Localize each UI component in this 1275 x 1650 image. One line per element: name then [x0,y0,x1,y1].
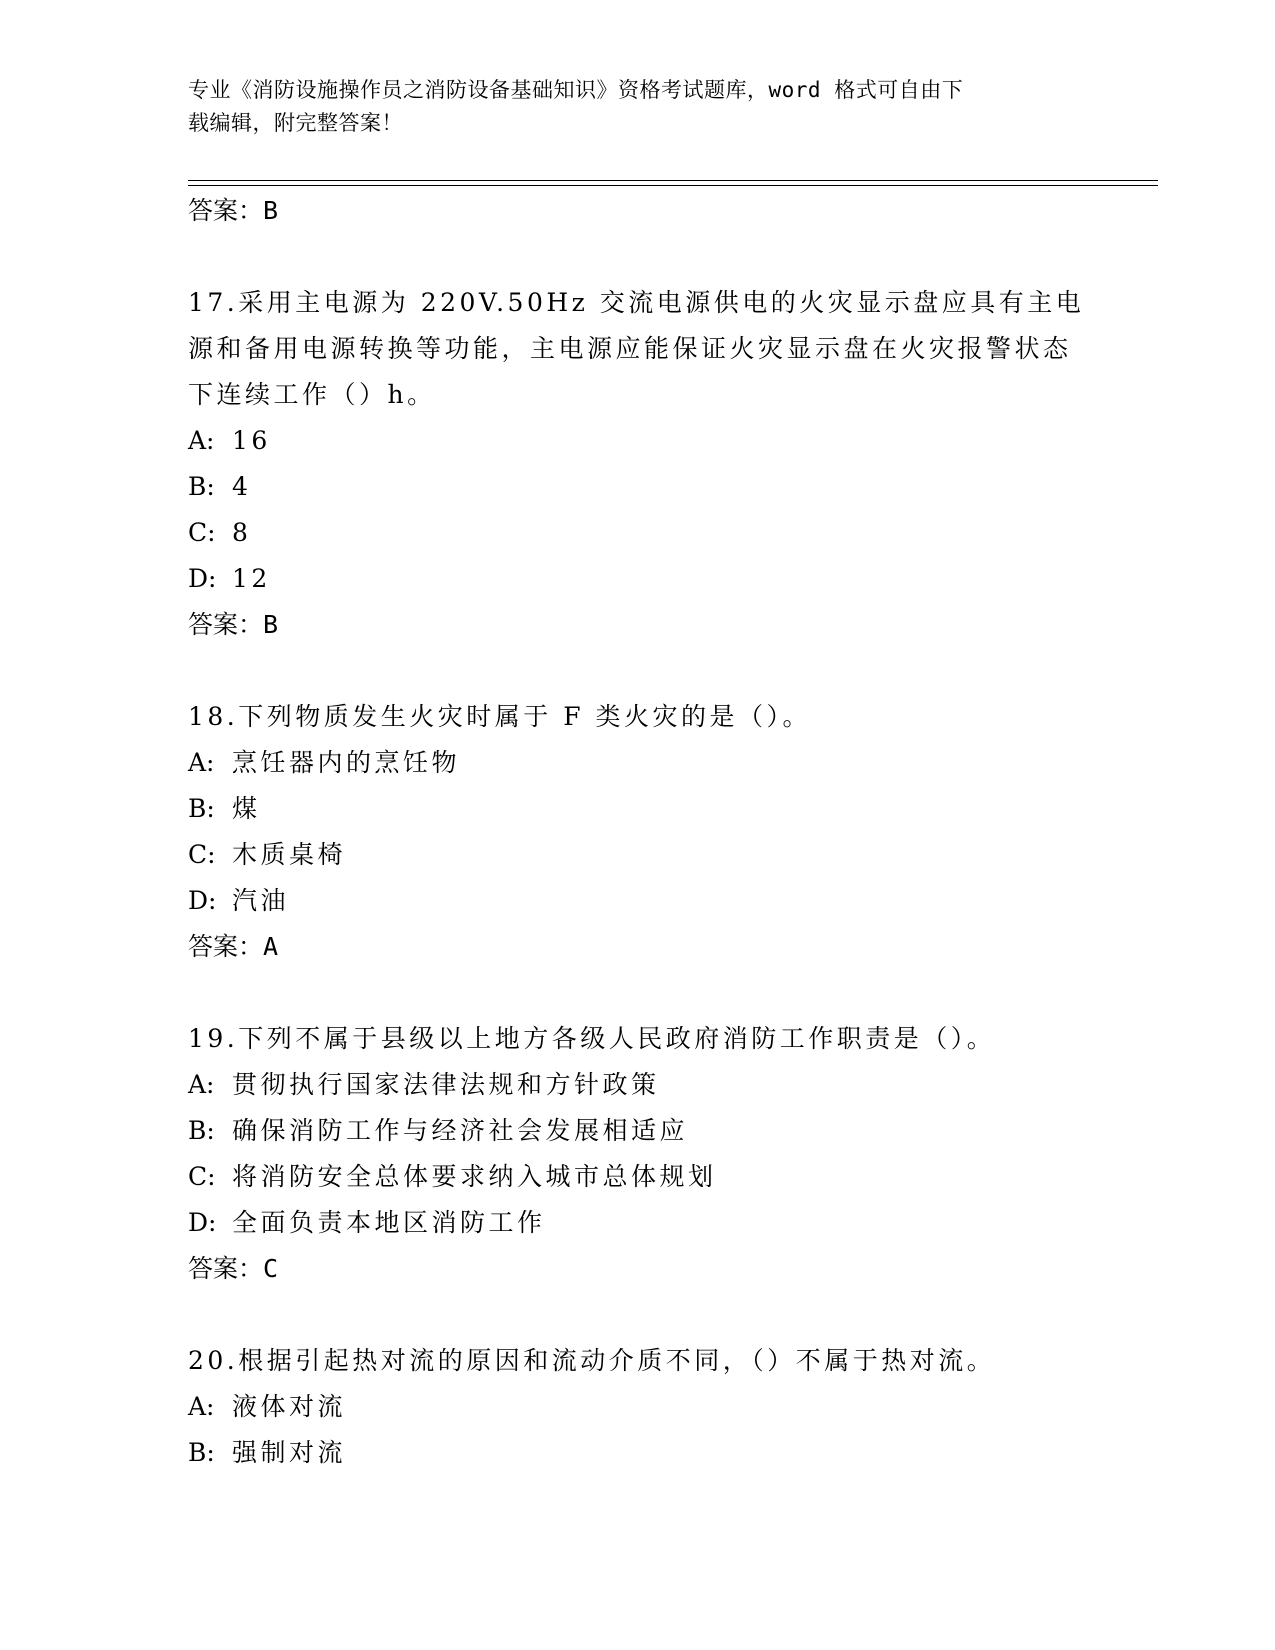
option-letter: A: [188,1070,215,1099]
option-b [188,1108,1088,1154]
option-b [188,786,1088,832]
question-stem: 18.下列物质发生火灾时属于 F 类火灾的是（）。 [188,702,811,731]
option-letter: C: [188,840,216,869]
option-text: 煤 [232,794,261,823]
option-b [188,1430,1088,1476]
option-letter: B: [188,472,215,501]
option-text: 汽油 [232,886,290,915]
option-text: 全面负责本地区消防工作 [232,1208,546,1237]
option-text: 将消防安全总体要求纳入城市总体规划 [232,1162,717,1191]
option-letter: D: [188,1208,217,1237]
option-a [188,1062,1088,1108]
question-stem: 19.下列不属于县级以上地方各级人民政府消防工作职责是（）。 [188,1024,996,1053]
option-letter: D: [188,564,217,593]
header-line-2: 载编辑，附完整答案！ [188,111,403,135]
option-letter: A: [188,1392,215,1421]
header-rule-bottom [188,185,1158,186]
header-rule-top [188,180,1158,181]
question-stem: 20.根据引起热对流的原因和流动介质不同，（）不属于热对流。 [188,1346,996,1375]
answer-line: 答案：C [188,1254,279,1283]
option-text: 木质桌椅 [232,840,347,869]
option-c [188,510,1088,556]
option-letter: A: [188,426,215,455]
option-d [188,556,1088,602]
option-text: 确保消防工作与经济社会发展相适应 [232,1116,689,1145]
option-d [188,878,1088,924]
option-text: 强制对流 [232,1438,347,1467]
option-text: 贯彻执行国家法律法规和方针政策 [232,1070,660,1099]
document-header [188,74,1068,140]
option-b [188,464,1088,510]
option-letter: C: [188,518,216,547]
option-letter: D: [188,886,217,915]
option-c [188,1154,1088,1200]
option-text: 16 [232,426,271,455]
option-a [188,1384,1088,1430]
option-letter: B: [188,1438,215,1467]
option-a [188,418,1088,464]
option-text: 烹饪器内的烹饪物 [232,748,461,777]
question-list [188,188,1088,1476]
option-text: 8 [232,518,252,547]
header-line-1: 专业《消防设施操作员之消防设备基础知识》资格考试题库，word 格式可自由下 [188,78,964,102]
answer-line: 答案：B [188,610,279,639]
option-c [188,832,1088,878]
option-d [188,1200,1088,1246]
question-item [188,1338,1088,1476]
option-letter: A: [188,748,215,777]
answer-line: 答案：A [188,932,279,961]
option-text: 液体对流 [232,1392,347,1421]
question-item [188,1016,1088,1292]
question-item [188,694,1088,970]
question-stem: 17.采用主电源为 220V.50Hz 交流电源供电的火灾显示盘应具有主电源和备用电源转换等功能，主电源应能保证火灾显示盘在火灾报警状态下连续工作（）h。 [188,288,1085,409]
option-letter: B: [188,794,215,823]
option-text: 4 [232,472,252,501]
option-letter: B: [188,1116,215,1145]
option-text: 12 [232,564,271,593]
question-item [188,280,1088,648]
option-letter: C: [188,1162,216,1191]
answer-line: 答案：B [188,196,279,225]
option-a [188,740,1088,786]
